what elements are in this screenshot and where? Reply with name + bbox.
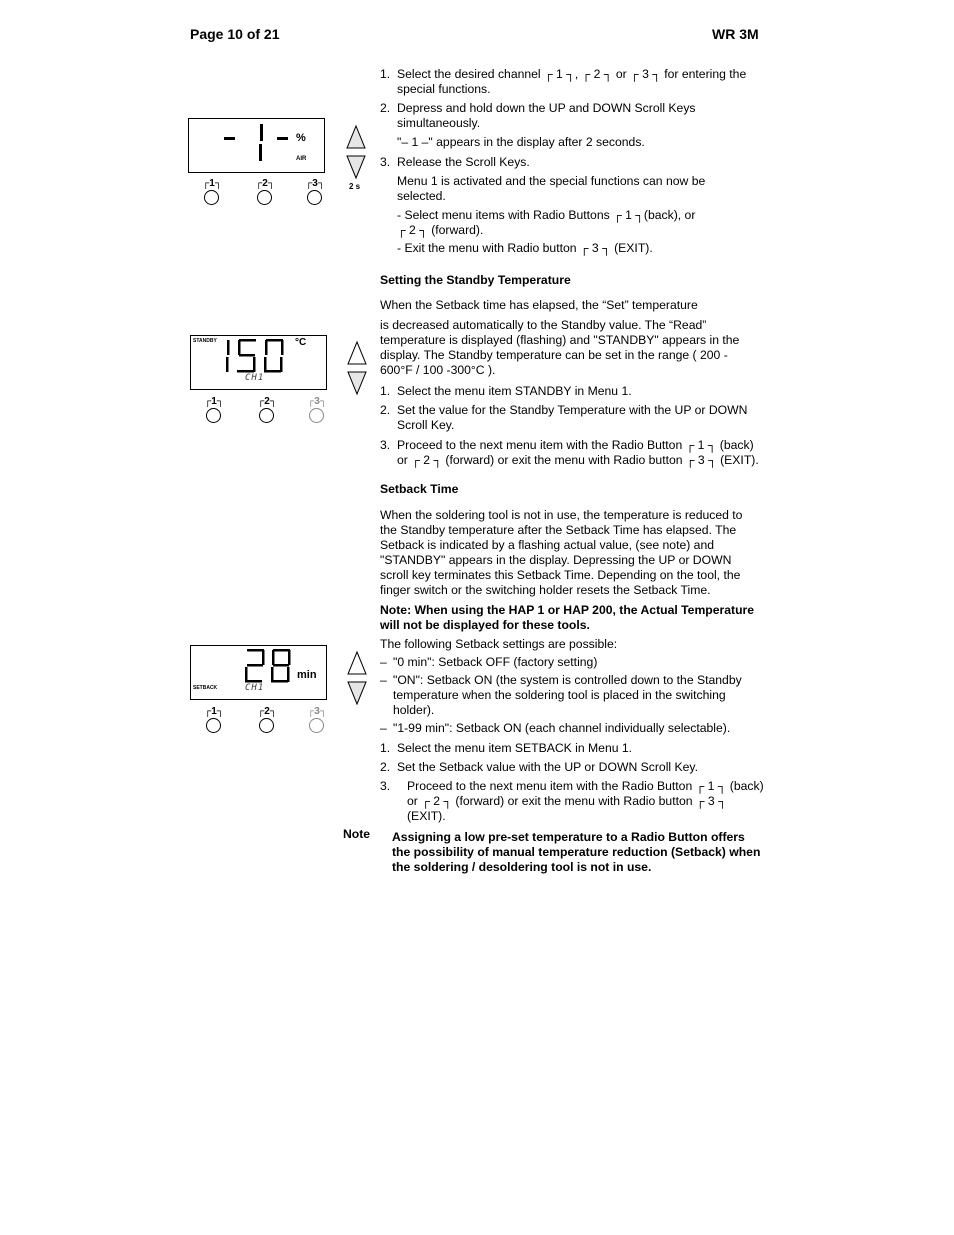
page-number: Page 10 of 21: [190, 26, 280, 42]
step-item: - Select menu items with Radio Buttons ┌ 1 ┐(back), or ┌ 2 ┐ (forward).: [397, 208, 696, 237]
step-item: 1. Select the menu item SETBACK in Menu 1.: [380, 741, 633, 755]
step-item: 2. Set the value for the Standby Temperature with the UP or DOWN Scroll Key.: [380, 403, 748, 432]
step-item: Menu 1 is activated and the special functions can now be selected.: [397, 174, 706, 203]
note-text: Assigning a low pre-set temperature to a Radio Button offers the possibility of manual temperature reduction (Setback) when the soldering / desoldering tool is not in use.: [392, 830, 761, 874]
up-down-arrows-fig3: [346, 650, 368, 710]
up-down-arrows-fig1: [345, 124, 367, 184]
radio-button-1: [206, 408, 221, 423]
setback-steps: [380, 741, 765, 824]
radio-button-3-label: ┌3┐: [305, 178, 325, 189]
display-panel-standby: [190, 335, 327, 390]
channel-indicator: CH1: [245, 373, 265, 383]
minutes-unit: min: [297, 669, 317, 681]
radio-button-2-label: ┌2┐: [257, 706, 277, 717]
air-label: AIR: [296, 156, 307, 162]
step-item: 3. Release the Scroll Keys.: [380, 155, 530, 169]
channel-indicator: CH1: [245, 683, 265, 693]
radio-button-3-label: ┌3┐: [307, 706, 327, 717]
setback-options-list: [380, 655, 755, 736]
radio-button-3: [307, 190, 322, 205]
hap-note: Note: When using the HAP 1 or HAP 200, the Actual Temperature will not be displayed for these tools.: [380, 603, 755, 632]
special-functions-steps: [380, 67, 755, 256]
radio-button-1-label: ┌1┐: [204, 396, 224, 407]
celsius-unit: °C: [295, 337, 307, 348]
standby-section-title: Setting the Standby Temperature: [380, 273, 571, 287]
standby-intro: When the Setback time has elapsed, the “Set” temperature: [380, 298, 698, 312]
up-arrow-icon: [348, 342, 366, 364]
menu-display-digits: [189, 119, 324, 172]
down-arrow-icon: [347, 156, 365, 178]
radio-button-2: [259, 408, 274, 423]
radio-button-2: [257, 190, 272, 205]
radio-button-1: [206, 718, 221, 733]
note-label: Note: [343, 827, 371, 841]
standby-steps: [380, 384, 765, 468]
setback-section-title: Setback Time: [380, 482, 459, 496]
step-item: 1. Select the desired channel ┌ 1 ┐, ┌ 2 ┐ or ┌ 3 ┐ for entering the special functions.: [380, 67, 747, 96]
radio-button-1-label: ┌1┐: [202, 178, 222, 189]
up-down-arrows-fig2: [346, 340, 368, 400]
radio-button-3: [309, 408, 324, 423]
display-panel-menu: [188, 118, 325, 173]
step-item: 3. Proceed to the next menu item with the Radio Button ┌ 1 ┐ (back) or ┌ 2 ┐ (forward) or exit the menu with Radio button ┌ 3 ┐ (EXIT).: [380, 779, 764, 823]
setback-indicator: SETBACK: [193, 685, 218, 691]
radio-button-3-label: ┌3┐: [307, 396, 327, 407]
radio-button-1: [204, 190, 219, 205]
list-item: – "0 min": Setback OFF (factory setting): [380, 655, 598, 669]
down-arrow-icon: [348, 372, 366, 394]
display-panel-setback: [190, 645, 327, 700]
setback-options-intro: The following Setback settings are possible:: [380, 637, 618, 651]
list-item: – "ON": Setback ON (the system is controlled down to the Standby temperature when the soldering tool is placed in the switching holder).: [380, 673, 742, 717]
step-item: 2. Set the Setback value with the UP or DOWN Scroll Key.: [380, 760, 698, 774]
list-item: – "1-99 min": Setback ON (each channel individually selectable).: [380, 721, 731, 735]
radio-button-2: [259, 718, 274, 733]
setback-description: When the soldering tool is not in use, the temperature is reduced to the Standby temperature after the Setback Time has elapsed. The Setback is indicated by a flashing actual value, (see note) and "STANDBY" appears in the display. Depressing the UP or DOWN scroll key terminates this Setback Time. Depending on the tool, the finger switch or the switching holder resets the Setback Time.: [380, 508, 743, 597]
radio-button-3: [309, 718, 324, 733]
percent-unit: %: [296, 132, 306, 144]
step-item: 3. Proceed to the next menu item with the Radio Button ┌ 1 ┐ (back) or ┌ 2 ┐ (forward) or exit the menu with Radio button ┌ 3 ┐ (EXIT).: [380, 438, 759, 467]
standby-description: is decreased automatically to the Standby value. The “Read” temperature is displayed (flashing) and "STANDBY" appears in the display. The Standby temperature can be set in the range ( 200 - 600°F / 100 -300°C ).: [380, 318, 740, 377]
up-arrow-icon: [347, 126, 365, 148]
document-id: WR 3M: [712, 26, 759, 42]
radio-button-2-label: ┌2┐: [257, 396, 277, 407]
standby-indicator: STANDBY: [193, 338, 217, 344]
step-item: "– 1 –" appears in the display after 2 seconds.: [397, 135, 645, 149]
hold-time-label: 2 s: [349, 182, 361, 191]
up-arrow-icon: [348, 652, 366, 674]
step-item: - Exit the menu with Radio button ┌ 3 ┐ (EXIT).: [397, 241, 653, 255]
step-item: 2. Depress and hold down the UP and DOWN Scroll Keys simultaneously.: [380, 101, 696, 130]
radio-button-1-label: ┌1┐: [204, 706, 224, 717]
down-arrow-icon: [348, 682, 366, 704]
radio-button-2-label: ┌2┐: [255, 178, 275, 189]
step-item: 1. Select the menu item STANDBY in Menu 1.: [380, 384, 632, 398]
